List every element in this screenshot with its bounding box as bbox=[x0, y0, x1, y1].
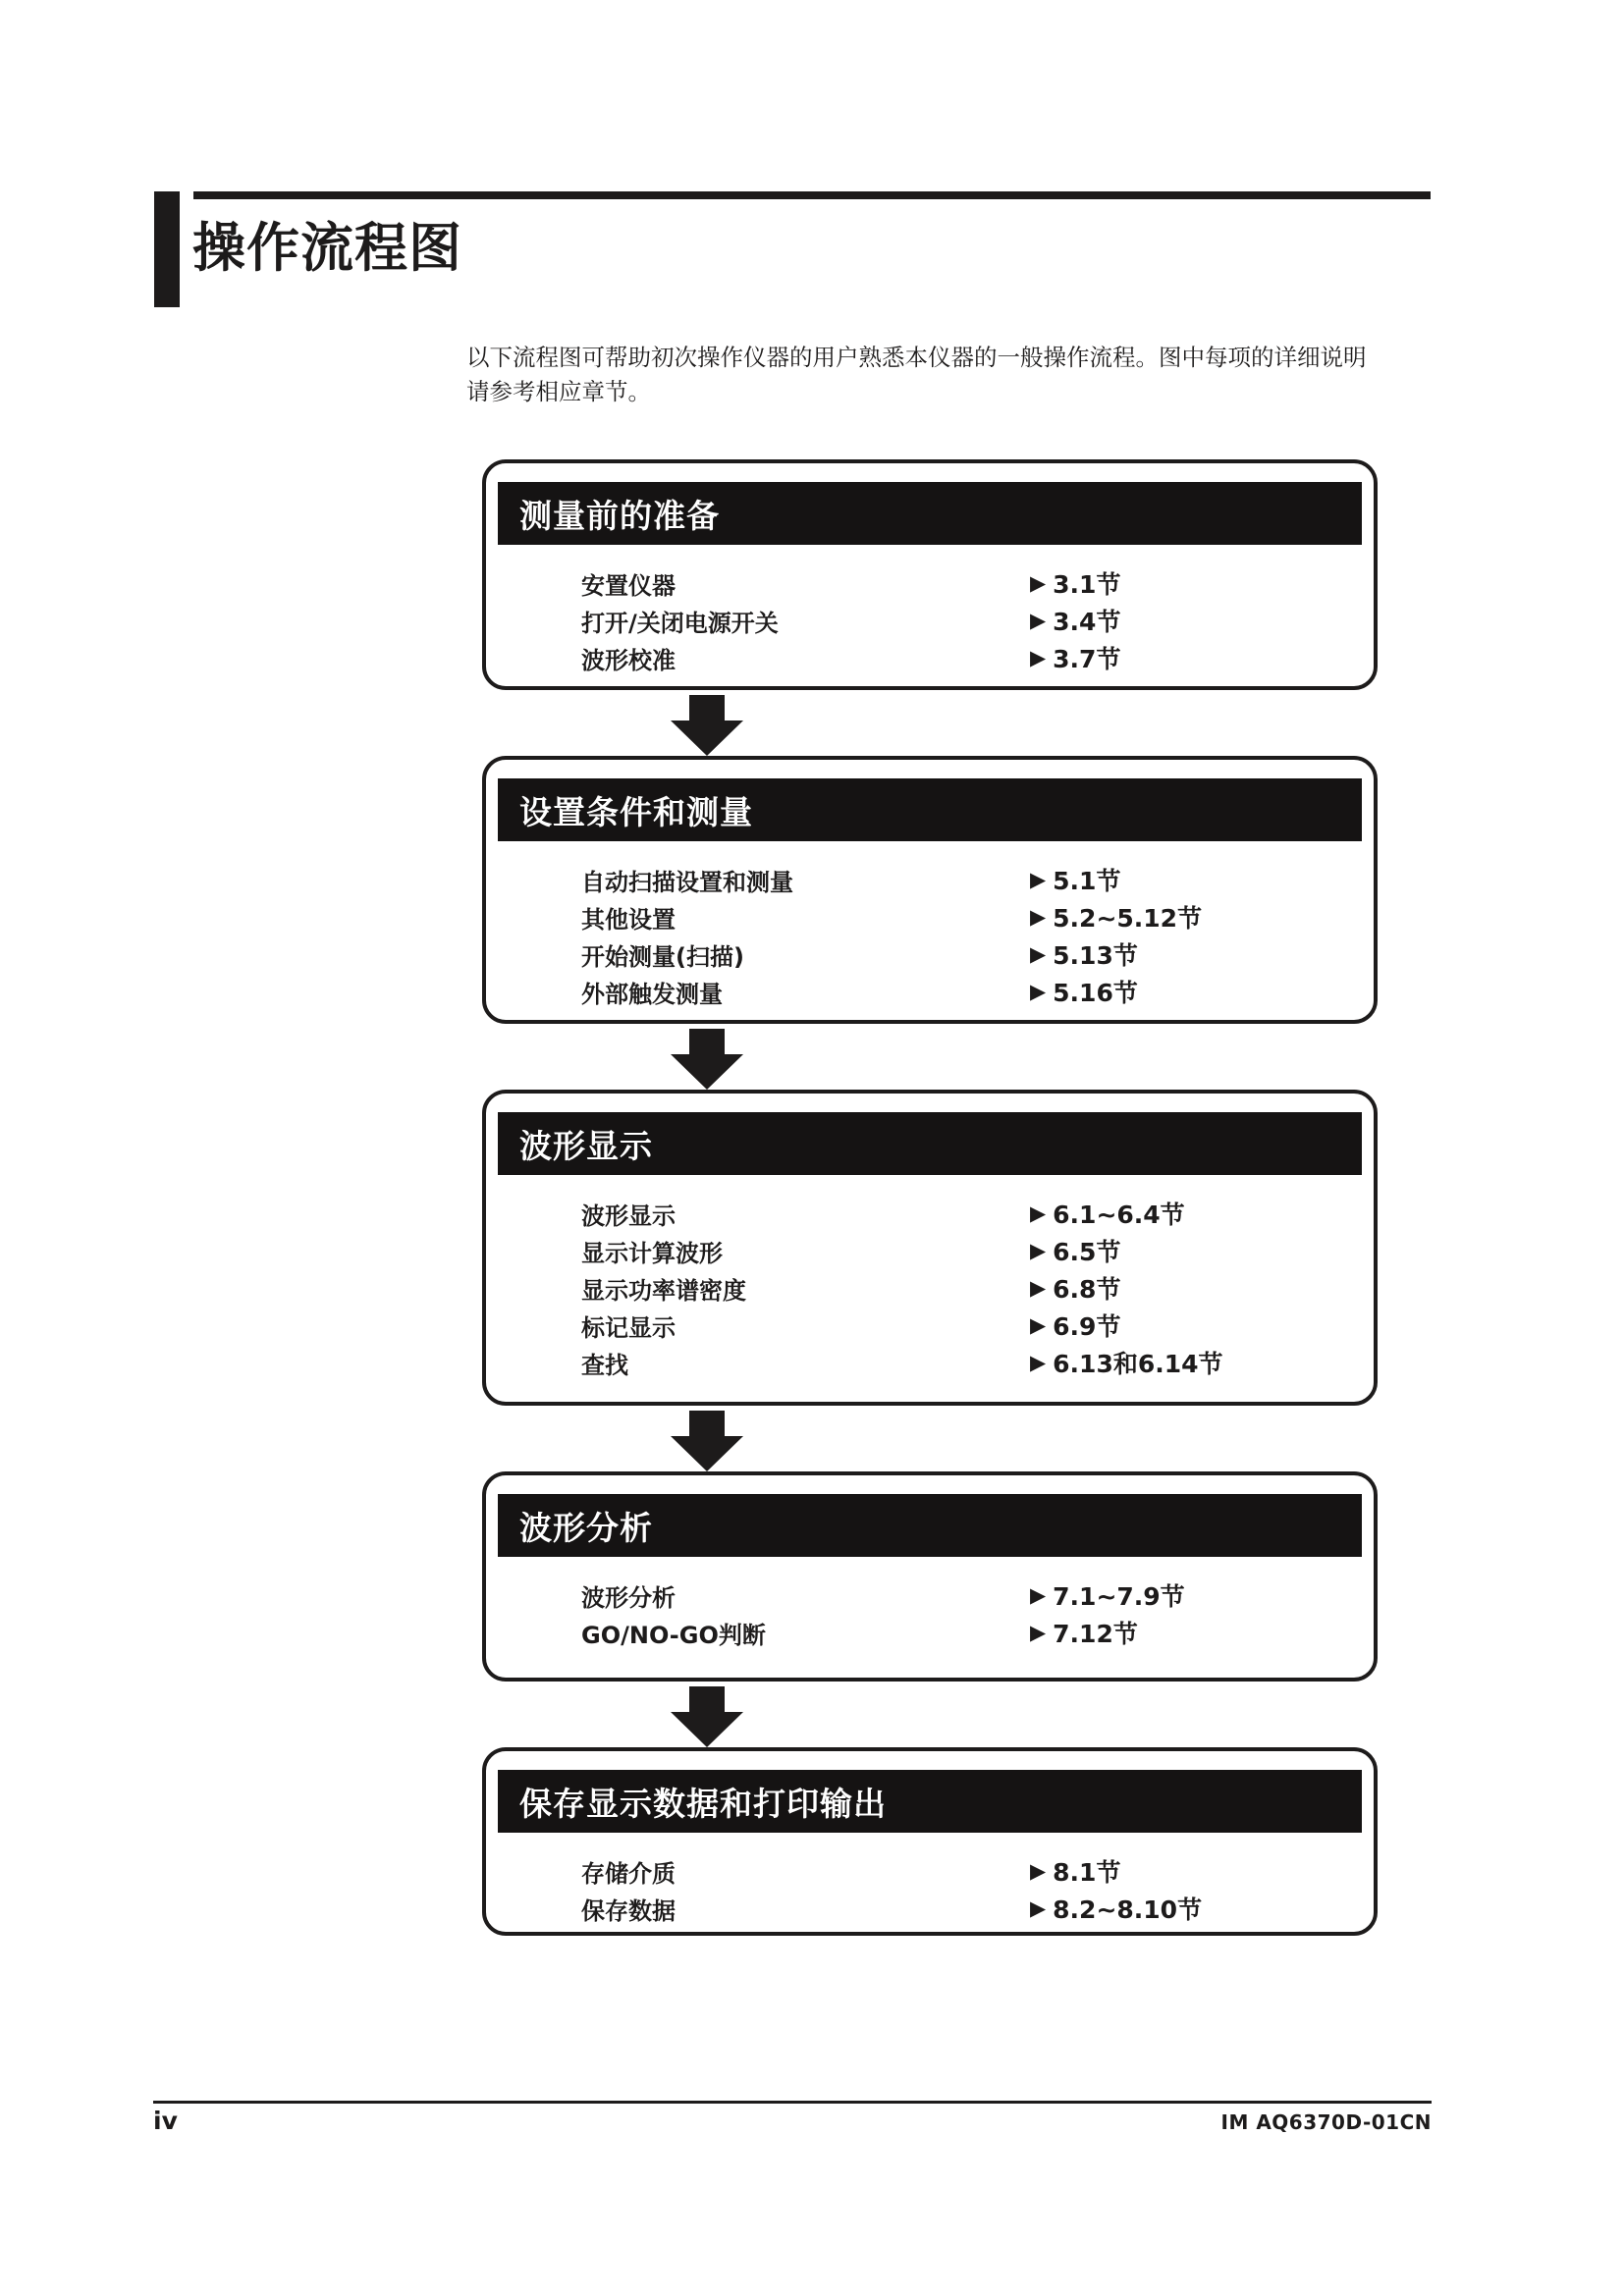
triangle-right-icon: ▶ bbox=[1030, 904, 1047, 929]
flow-item-row bbox=[486, 1620, 1374, 1649]
flow-item-row bbox=[486, 867, 1374, 896]
flow-box-header bbox=[498, 1770, 1362, 1833]
flow-box-title: 设置条件和测量 bbox=[519, 792, 753, 831]
item-label: 开始测量(扫描) bbox=[581, 942, 744, 971]
item-label: 显示计算波形 bbox=[581, 1239, 723, 1267]
item-label: 标记显示 bbox=[581, 1313, 676, 1342]
item-label: 波形分析 bbox=[581, 1583, 676, 1612]
section-ref-text: 3.1节 bbox=[1053, 570, 1121, 599]
section-ref bbox=[1030, 1345, 1223, 1380]
flow-box-items bbox=[486, 1201, 1374, 1379]
section-ref-text: 5.13节 bbox=[1053, 941, 1138, 970]
triangle-right-icon: ▶ bbox=[1030, 1582, 1047, 1607]
triangle-right-icon: ▶ bbox=[1030, 1896, 1047, 1920]
section-ref bbox=[1030, 603, 1120, 638]
section-ref-text: 3.4节 bbox=[1053, 608, 1121, 636]
arrow-down-stem bbox=[689, 1686, 725, 1712]
section-ref bbox=[1030, 1308, 1120, 1343]
triangle-right-icon: ▶ bbox=[1030, 979, 1047, 1003]
footer-rule bbox=[153, 2101, 1432, 2104]
flow-box-title: 波形显示 bbox=[519, 1126, 653, 1165]
arrow-down-icon bbox=[671, 1682, 743, 1747]
flow-item-row bbox=[486, 904, 1374, 934]
section-ref-text: 6.9节 bbox=[1053, 1312, 1121, 1341]
flow-box-title: 保存显示数据和打印输出 bbox=[519, 1784, 887, 1823]
flow-item-row bbox=[486, 1275, 1374, 1305]
flow-box-items bbox=[486, 867, 1374, 1008]
section-ref-text: 6.5节 bbox=[1053, 1238, 1121, 1266]
item-label: 波形校准 bbox=[581, 646, 676, 674]
flow-box-title: 测量前的准备 bbox=[519, 496, 720, 535]
section-ref bbox=[1030, 1233, 1120, 1268]
flow-box-header bbox=[498, 482, 1362, 545]
section-ref-text: 8.2~8.10节 bbox=[1053, 1896, 1203, 1924]
page-title: 操作流程图 bbox=[192, 217, 462, 279]
triangle-right-icon: ▶ bbox=[1030, 941, 1047, 966]
flow-box bbox=[482, 1747, 1378, 1936]
flow-item-row bbox=[486, 608, 1374, 637]
triangle-right-icon: ▶ bbox=[1030, 1620, 1047, 1644]
intro-paragraph bbox=[466, 341, 1458, 409]
flow-box-header bbox=[498, 1112, 1362, 1175]
section-ref-text: 5.1节 bbox=[1053, 867, 1121, 895]
section-ref bbox=[1030, 936, 1138, 972]
item-label: 查找 bbox=[581, 1351, 628, 1379]
item-label: 显示功率谱密度 bbox=[581, 1276, 746, 1305]
flow-item-row bbox=[486, 1582, 1374, 1612]
section-ref-text: 6.13和6.14节 bbox=[1053, 1350, 1223, 1378]
triangle-right-icon: ▶ bbox=[1030, 1201, 1047, 1225]
section-ref-text: 3.7节 bbox=[1053, 645, 1121, 673]
intro-line-1: 以下流程图可帮助初次操作仪器的用户熟悉本仪器的一般操作流程。图中每项的详细说明 bbox=[466, 344, 1367, 371]
flow-item-row bbox=[486, 979, 1374, 1008]
triangle-right-icon: ▶ bbox=[1030, 1238, 1047, 1262]
arrow-down-stem bbox=[689, 1029, 725, 1054]
footer-page-number: iv bbox=[153, 2107, 178, 2135]
arrow-down-icon bbox=[671, 1024, 743, 1090]
triangle-right-icon: ▶ bbox=[1030, 645, 1047, 669]
section-ref-text: 5.16节 bbox=[1053, 979, 1138, 1007]
title-side-bar bbox=[154, 191, 180, 307]
section-ref bbox=[1030, 1615, 1138, 1650]
flow-item-row bbox=[486, 645, 1374, 674]
flow-box-header bbox=[498, 1494, 1362, 1557]
arrow-down-head bbox=[671, 721, 743, 756]
arrow-down-head bbox=[671, 1436, 743, 1471]
section-ref-text: 8.1节 bbox=[1053, 1858, 1121, 1887]
flow-item-row bbox=[486, 941, 1374, 971]
triangle-right-icon: ▶ bbox=[1030, 608, 1047, 632]
triangle-right-icon: ▶ bbox=[1030, 1275, 1047, 1300]
arrow-down-icon bbox=[671, 690, 743, 756]
triangle-right-icon: ▶ bbox=[1030, 867, 1047, 891]
flow-box-header bbox=[498, 778, 1362, 841]
section-ref bbox=[1030, 1270, 1120, 1306]
flow-box bbox=[482, 459, 1378, 690]
triangle-right-icon: ▶ bbox=[1030, 570, 1047, 595]
item-label: 安置仪器 bbox=[581, 571, 676, 600]
arrow-down-stem bbox=[689, 1411, 725, 1436]
section-ref-text: 6.8节 bbox=[1053, 1275, 1121, 1304]
section-ref-text: 7.12节 bbox=[1053, 1620, 1138, 1648]
triangle-right-icon: ▶ bbox=[1030, 1312, 1047, 1337]
flow-box bbox=[482, 1471, 1378, 1682]
flow-box-items bbox=[486, 1858, 1374, 1925]
item-label: 打开/关闭电源开关 bbox=[581, 609, 779, 637]
section-ref-text: 7.1~7.9节 bbox=[1053, 1582, 1185, 1611]
item-label: 外部触发测量 bbox=[581, 980, 723, 1008]
triangle-right-icon: ▶ bbox=[1030, 1350, 1047, 1374]
item-label: 自动扫描设置和测量 bbox=[581, 868, 793, 896]
title-rule bbox=[193, 191, 1431, 199]
section-ref bbox=[1030, 1853, 1120, 1889]
section-ref bbox=[1030, 1891, 1202, 1926]
section-ref bbox=[1030, 565, 1120, 601]
footer-document-number: IM AQ6370D-01CN bbox=[1220, 2110, 1432, 2134]
arrow-down-head bbox=[671, 1054, 743, 1090]
section-ref bbox=[1030, 1577, 1185, 1613]
section-ref bbox=[1030, 640, 1120, 675]
section-ref bbox=[1030, 974, 1138, 1009]
flow-item-row bbox=[486, 1896, 1374, 1925]
flow-item-row bbox=[486, 1858, 1374, 1888]
flow-box bbox=[482, 1090, 1378, 1406]
item-label: GO/NO-GO判断 bbox=[581, 1621, 766, 1649]
arrow-down-head bbox=[671, 1712, 743, 1747]
arrow-down-stem bbox=[689, 695, 725, 721]
flow-item-row bbox=[486, 1350, 1374, 1379]
flowchart bbox=[482, 459, 1378, 1936]
flow-item-row bbox=[486, 1201, 1374, 1230]
section-ref bbox=[1030, 1196, 1185, 1231]
arrow-down-icon bbox=[671, 1406, 743, 1471]
section-ref-text: 6.1~6.4节 bbox=[1053, 1201, 1185, 1229]
intro-line-2: 请参考相应章节。 bbox=[466, 378, 651, 405]
flow-item-row bbox=[486, 1238, 1374, 1267]
item-label: 存储介质 bbox=[581, 1859, 676, 1888]
flow-box-items bbox=[486, 570, 1374, 674]
triangle-right-icon: ▶ bbox=[1030, 1858, 1047, 1883]
section-ref-text: 5.2~5.12节 bbox=[1053, 904, 1203, 933]
flow-box-items bbox=[486, 1582, 1374, 1649]
item-label: 保存数据 bbox=[581, 1896, 676, 1925]
section-ref bbox=[1030, 899, 1202, 934]
item-label: 波形显示 bbox=[581, 1201, 676, 1230]
item-label: 其他设置 bbox=[581, 905, 676, 934]
flow-box bbox=[482, 756, 1378, 1024]
flow-item-row bbox=[486, 1312, 1374, 1342]
section-ref bbox=[1030, 862, 1120, 897]
flow-item-row bbox=[486, 570, 1374, 600]
flow-box-title: 波形分析 bbox=[519, 1508, 653, 1547]
